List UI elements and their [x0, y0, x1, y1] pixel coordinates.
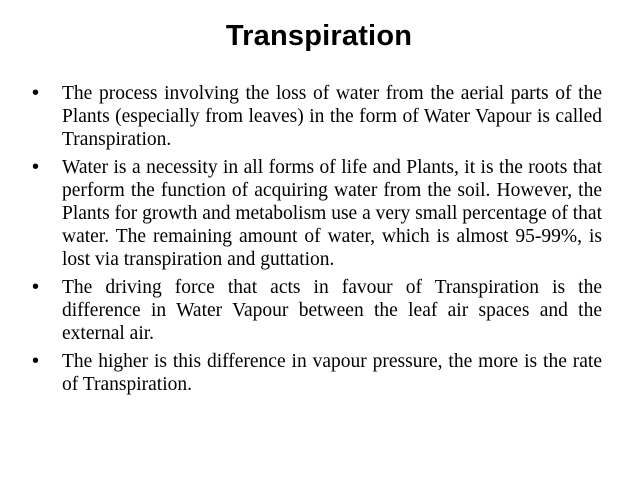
bullet-text: The process involving the loss of water from the aerial parts of the Plants (especially from leaves) in the form of Water Vapour is called Transpiration.	[62, 83, 602, 150]
bullet-item	[32, 156, 602, 271]
bullet-text: Water is a necessity in all forms of life and Plants, it is the roots that perform the function of acquiring water from the soil. However, the Plants for growth and metabolism use a very small percentage of that water. The remaining amount of water, which is almost 95-99%, is lost via transpiration and guttation.	[62, 157, 602, 270]
bullet-text: The higher is this difference in vapour pressure, the more is the rate of Transpiration.	[62, 351, 602, 395]
bullet-list	[32, 82, 602, 401]
bullet-text: The driving force that acts in favour of Transpiration is the difference in Water Vapour between the leaf air spaces and the external air.	[62, 277, 602, 344]
bullet-item	[32, 276, 602, 345]
bullet-dot-icon: •	[32, 276, 40, 298]
slide-title: Transpiration	[225, 20, 413, 52]
bullet-item	[32, 82, 602, 151]
bullet-item	[32, 350, 602, 396]
bullet-dot-icon: •	[32, 82, 40, 104]
bullet-dot-icon: •	[32, 156, 40, 178]
bullet-dot-icon: •	[32, 350, 40, 372]
